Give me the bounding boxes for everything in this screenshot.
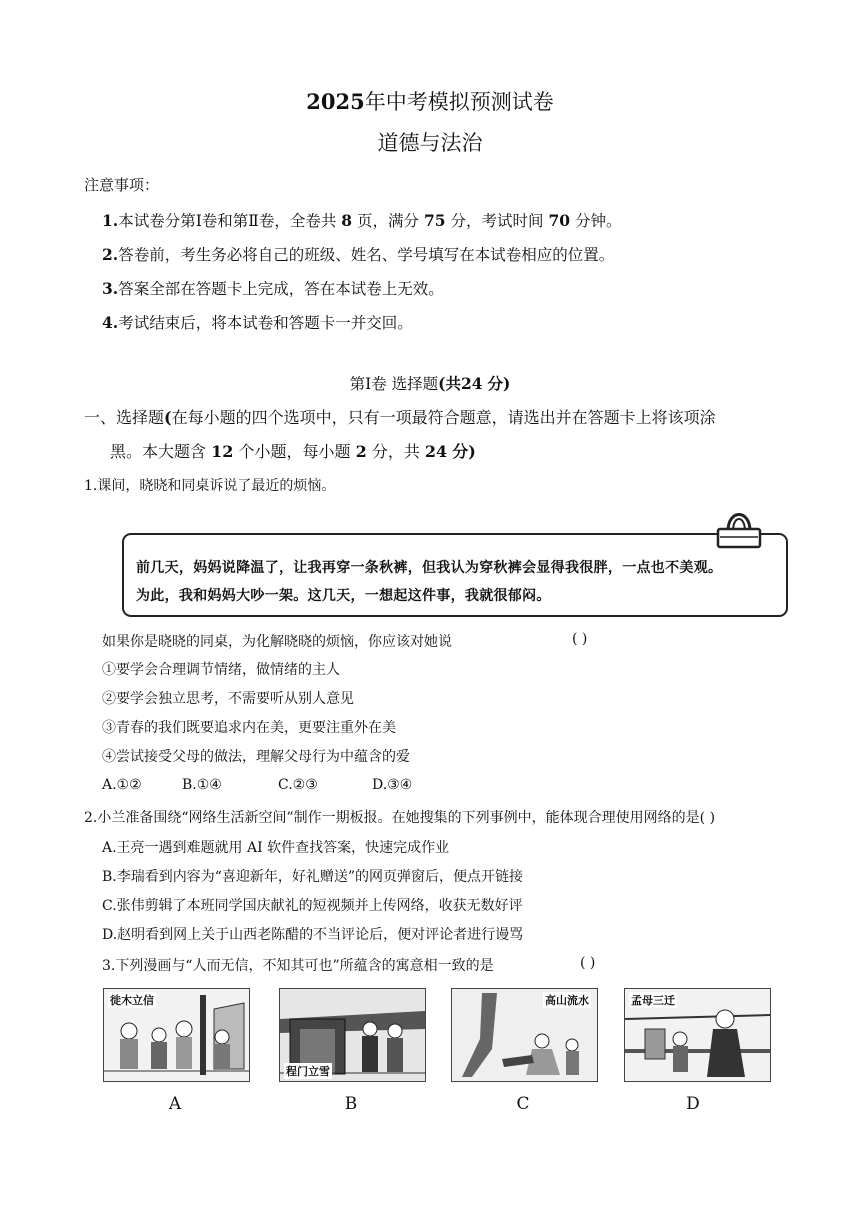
notice-item-2: 2.答卷前，考生务必将自己的班级、姓名、学号填写在本试卷相应的位置。 [102, 245, 615, 264]
cartoon-a-label: A [168, 1094, 182, 1114]
question-2-option-c: C.张伟剪辑了本班同学国庆献礼的短视频并上传网络，收获无数好评 [102, 898, 523, 914]
cartoon-c-title: 高山流水 [545, 994, 589, 1007]
question-2-stem: 2.小兰准备围绕“网络生活新空间”制作一期板报。在她搜集的下列事例中，能体现合理使用网络的是( ) [84, 810, 716, 826]
question-1-option-4: ④尝试接受父母的做法，理解父母行为中蕴含的爱 [102, 749, 410, 765]
answer-paren: ( ) [580, 955, 596, 971]
section-instruction-line1: 一、选择题(在每小题的四个选项中，只有一项最符合题意，请选出并在答题卡上将该项涂 [84, 408, 716, 427]
choice-b: B.①④ [182, 777, 222, 793]
question-1-stem: 1.课间，晓晓和同桌诉说了最近的烦恼。 [84, 478, 336, 494]
question-1-option-3: ③青春的我们既要追求内在美，更要注重外在美 [102, 720, 396, 736]
answer-paren: ( ) [572, 631, 588, 647]
exam-title: 2025年中考模拟预测试卷 [306, 89, 554, 114]
cartoon-d-label: D [686, 1094, 700, 1114]
cartoon-a-title: 徙木立信 [110, 994, 154, 1007]
choice-d: D.③④ [372, 777, 413, 793]
question-2-option-a: A.王亮一遇到难题就用 AI 软件查找答案，快速完成作业 [102, 840, 450, 856]
cartoon-d [624, 988, 771, 1082]
section-title: 第Ⅰ卷 选择题(共24 分) [349, 374, 511, 393]
notice-item-4: 4.考试结束后，将本试卷和答题卡一并交回。 [102, 313, 413, 332]
question-1-option-1: ①要学会合理调节情绪，做情绪的主人 [102, 662, 340, 678]
cartoon-b [279, 988, 426, 1082]
speech-note-line1: 前几天，妈妈说降温了，让我再穿一条秋裤，但我认为穿秋裤会显得我很胖，一点也不美观。 [136, 560, 723, 576]
cartoon-c [451, 988, 598, 1082]
section-instruction-line2: 黑。本大题含 12 个小题，每小题 2 分，共 24 分) [110, 442, 476, 461]
question-2-option-d: D.赵明看到网上关于山西老陈醋的不当评论后，便对评论者进行谩骂 [102, 927, 524, 943]
exam-subject: 道德与法治 [377, 131, 483, 155]
notice-item-3: 3.答案全部在答题卡上完成，答在本试卷上无效。 [102, 279, 444, 298]
binder-clip-icon [712, 503, 766, 549]
cartoon-b-title: 程门立雪 [286, 1065, 330, 1078]
speech-note-line2: 为此，我和妈妈大吵一架。这几天，一想起这件事，我就很郁闷。 [136, 588, 551, 604]
question-3-stem: 3.下列漫画与“人而无信，不知其可也”所蕴含的寓意相一致的是 [102, 958, 494, 974]
question-1-ask: 如果你是晓晓的同桌，为化解晓晓的烦恼，你应该对她说 [102, 634, 452, 650]
choice-a: A.①② [102, 777, 142, 793]
cartoon-b-label: B [344, 1094, 358, 1114]
question-1-option-2: ②要学会独立思考，不需要听从别人意见 [102, 691, 354, 707]
question-1-choices [102, 777, 412, 793]
notice-heading: 注意事项： [84, 176, 160, 194]
choice-c: C.②③ [278, 777, 318, 793]
cartoon-a [103, 988, 250, 1082]
question-2-option-b: B.李瑞看到内容为“喜迎新年，好礼赠送”的网页弹窗后，便点开链接 [102, 869, 524, 885]
cartoon-d-title: 孟母三迁 [631, 994, 675, 1007]
cartoon-c-label: C [516, 1094, 530, 1114]
notice-item-1: 1.本试卷分第Ⅰ卷和第Ⅱ卷，全卷共 8 页，满分 75 分，考试时间 70 分钟。 [102, 211, 622, 230]
